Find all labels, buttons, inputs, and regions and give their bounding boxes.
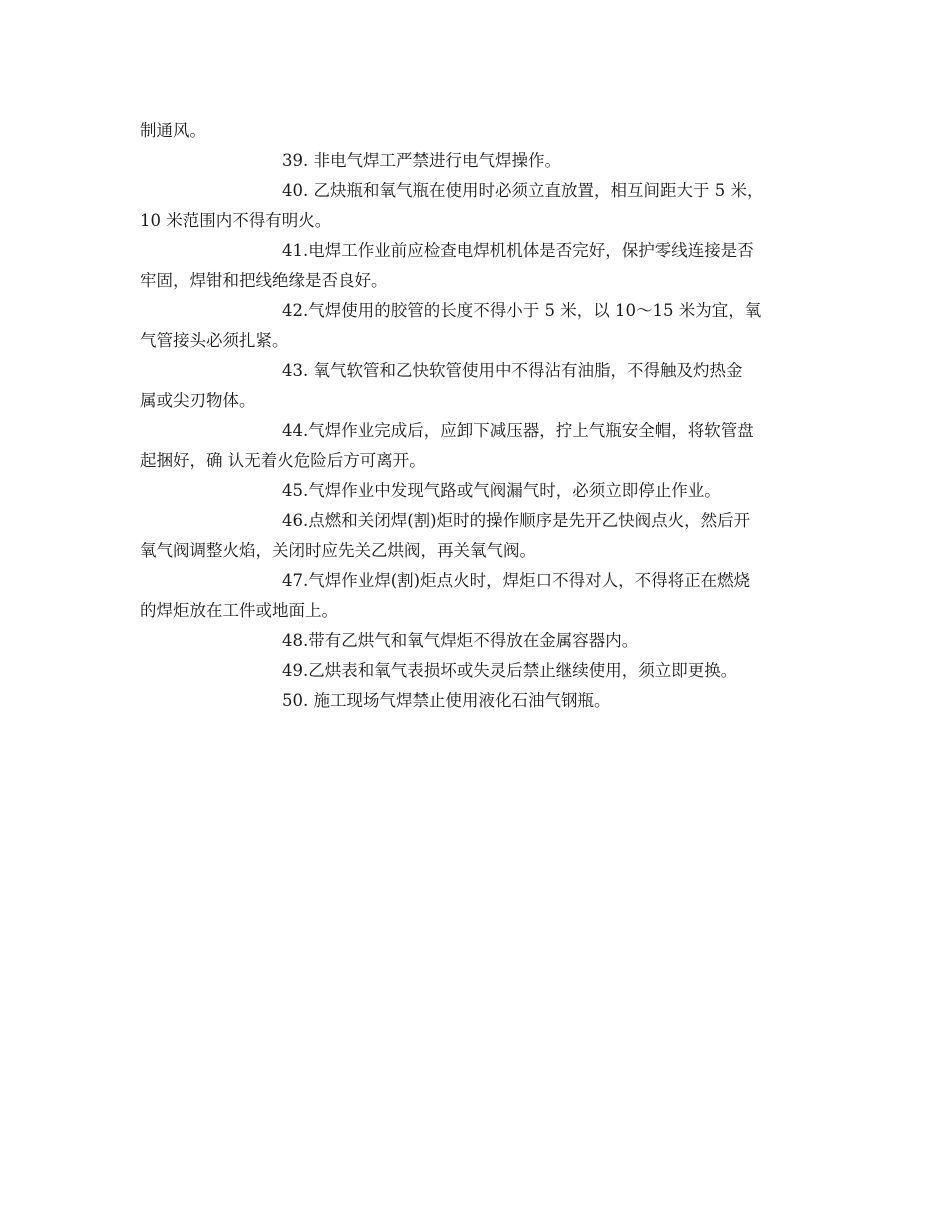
- text-line: 的焊炬放在工件或地面上。: [140, 601, 338, 620]
- paragraph: [140, 506, 812, 566]
- paragraph: [140, 566, 812, 626]
- text-line: 气管接头必须扎紧。: [140, 331, 289, 350]
- text-line: 50. 施工现场气焊禁止使用液化石油气钢瓶。: [282, 691, 611, 710]
- document-body: [140, 116, 812, 716]
- text-line: 49.乙烘表和氧气表损坏或失灵后禁止继续使用，须立即更换。: [282, 661, 738, 680]
- text-line: 46.点燃和关闭焊(割)炬时的操作顺序是先开乙快阀点火，然后开: [282, 511, 751, 530]
- text-line: 10 米范围内不得有明火。: [140, 211, 332, 230]
- paragraph: [140, 356, 812, 416]
- paragraph: [140, 236, 812, 296]
- text-line: 41.电焊工作业前应检查电焊机机体是否完好，保护零线连接是否: [282, 241, 754, 260]
- paragraph: [140, 656, 812, 686]
- text-line: 39. 非电气焊工严禁进行电气焊操作。: [282, 151, 561, 170]
- text-line: 45.气焊作业中发现气路或气阀漏气时，必须立即停止作业。: [282, 481, 721, 500]
- text-line: 起捆好，确 认无着火危险后方可离开。: [140, 451, 426, 470]
- text-line: 牢固，焊钳和把线绝缘是否良好。: [140, 271, 388, 290]
- text-line: 氧气阀调整火焰，关闭时应先关乙烘阀，再关氧气阀。: [140, 541, 536, 560]
- paragraph: [140, 176, 812, 236]
- paragraph: [140, 626, 812, 656]
- text-line: 43. 氧气软管和乙快软管使用中不得沾有油脂，不得触及灼热金: [282, 361, 743, 380]
- text-line: 制通风。: [140, 121, 206, 140]
- paragraph: [140, 476, 812, 506]
- paragraph: [140, 146, 812, 176]
- text-line: 47.气焊作业焊(割)炬点火时，焊炬口不得对人，不得将正在燃烧: [282, 571, 751, 590]
- text-line: 40. 乙炔瓶和氧气瓶在使用时必须立直放置，相互间距大于 5 米，: [282, 181, 764, 200]
- text-line: 属或尖刃物体。: [140, 391, 256, 410]
- paragraph: [140, 686, 812, 716]
- text-line: 44.气焊作业完成后，应卸下减压器，拧上气瓶安全帽，将软管盘: [282, 421, 754, 440]
- text-line: 42.气焊使用的胶管的长度不得小于 5 米，以 10～15 米为宜，氧: [282, 301, 762, 320]
- text-line: 48.带有乙烘气和氧气焊炬不得放在金属容器内。: [282, 631, 639, 650]
- paragraph: [140, 116, 812, 146]
- paragraph: [140, 416, 812, 476]
- paragraph: [140, 296, 812, 356]
